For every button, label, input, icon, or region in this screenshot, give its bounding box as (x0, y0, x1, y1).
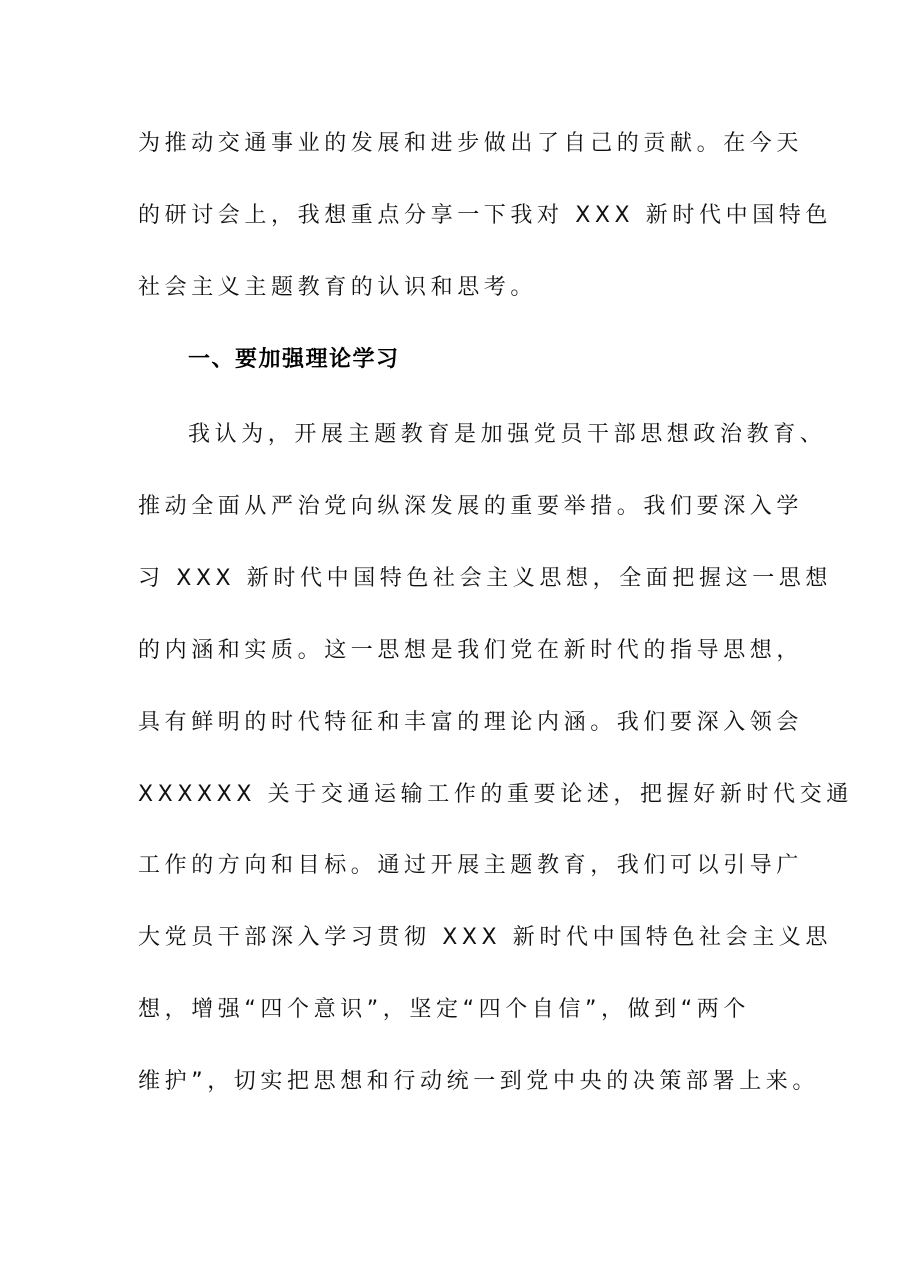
body-line-6: XXXXXX 关于交通运输工作的重要论述，把握好新时代交通 (138, 782, 853, 807)
body-line-1: 我认为，开展主题教育是加强党员干部思想政治教育、 (188, 422, 827, 447)
section-heading: 一、要加强理论学习 (188, 347, 400, 372)
body-line-5: 具有鲜明的时代特征和丰富的理论内涵。我们要深入领会 (138, 710, 804, 735)
intro-line-1: 为推动交通事业的发展和进步做出了自己的贡献。在今天 (138, 131, 804, 156)
body-line-10: 维护”，切实把思想和行动统一到党中央的决策部署上来。 (138, 1069, 819, 1094)
body-line-2: 推动全面从严治党向纵深发展的重要举措。我们要深入学 (138, 494, 804, 519)
body-line-8: 大党员干部深入学习贯彻 XXX 新时代中国特色社会主义思 (138, 925, 833, 950)
body-line-7: 工作的方向和目标。通过开展主题教育，我们可以引导广 (138, 853, 804, 878)
body-line-9: 想，增强“四个意识”，坚定“四个自信”，做到“两个 (138, 997, 750, 1022)
body-line-3: 习 XXX 新时代中国特色社会主义思想，全面把握这一思想 (138, 566, 833, 591)
intro-line-3: 社会主义主题教育的认识和思考。 (138, 275, 538, 300)
intro-line-2: 的研讨会上，我想重点分享一下我对 XXX 新时代中国特色 (138, 203, 833, 228)
body-line-4: 的内涵和实质。这一思想是我们党在新时代的指导思想， (138, 638, 804, 663)
